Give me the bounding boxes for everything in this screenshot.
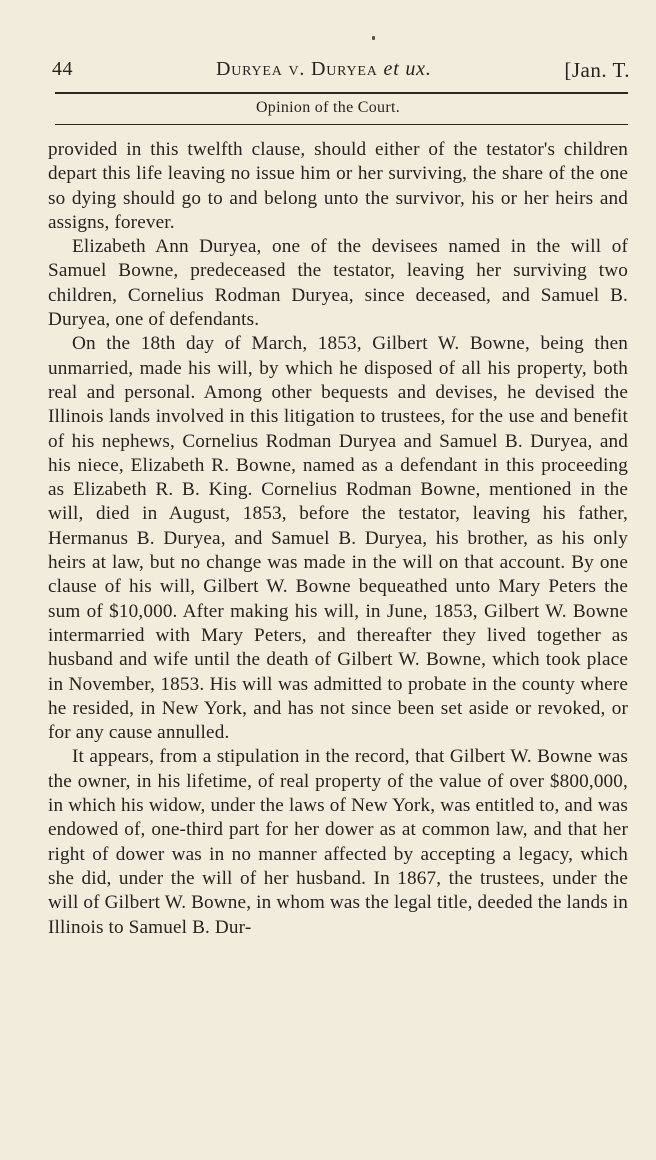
section-heading: Opinion of the Court. bbox=[255, 99, 401, 116]
page-number: 44 bbox=[52, 58, 73, 80]
print-speck bbox=[372, 36, 375, 40]
case-title-parties: Duryea v. Duryea bbox=[216, 58, 378, 80]
header-rule-bottom bbox=[55, 124, 628, 125]
paragraph: Elizabeth Ann Duryea, one of the devisees named in the will of Samuel Bowne, predeceased the testator, leaving her surviving two children, Cornelius Rodman Duryea, since deceased, and Samuel B. Duryea, one of defendants. bbox=[48, 236, 628, 331]
opinion-body bbox=[48, 138, 628, 940]
case-title-suffix: et ux. bbox=[383, 58, 432, 80]
paragraph: It appears, from a stipulation in the record, that Gilbert W. Bowne was the owner, in his lifetime, of real property of the value of over $800,000, in which his widow, under the laws of New York, was entitled to, and was endowed of, one-third part for her dower as at common law, and that her right of dower was in no manner affected by accepting a legacy, which she did, under the will of her husband. In 1867, the trustees, under the will of Gilbert W. Bowne, in whom was the legal title, deeded the lands in Illinois to Samuel B. Dur- bbox=[48, 746, 628, 938]
court-term: [Jan. T. bbox=[564, 58, 630, 82]
case-title bbox=[216, 58, 432, 81]
paragraph-continued: provided in this twelfth clause, should either of the testator's children depart this life leaving no issue him or her surviving, the share of the one so dying should go to and belong unto the survivor, his or her heirs and assigns, forever. bbox=[48, 139, 628, 233]
paragraph: On the 18th day of March, 1853, Gilbert W. Bowne, being then unmarried, made his will, by which he disposed of all his property, both real and personal. Among other bequests and devises, he devised the Illinois lands involved in this litigation to trustees, for the use and benefit of his nephews, Cornelius Rodman Duryea and Samuel B. Duryea, and his niece, Elizabeth R. Bowne, named as a defendant in this proceeding as Elizabeth R. B. King. Cornelius Rodman Bowne, mentioned in the will, died in August, 1853, before the testator, leaving his father, Hermanus B. Duryea, and Samuel B. Duryea, his brother, as his only heirs at law, but no change was made in the will on that account. By one clause of his will, Gilbert W. Bowne bequeathed unto Mary Peters the sum of $10,000. After making his will, in June, 1853, Gilbert W. Bowne intermarried with Mary Peters, and thereafter they lived together as husband and wife until the death of Gilbert W. Bowne, which took place in November, 1853. His will was admitted to probate in the county where he resided, in New York, and has not since been set aside or revoked, or for any cause annulled. bbox=[48, 333, 628, 744]
header-rule-top bbox=[55, 92, 628, 94]
running-head bbox=[52, 58, 630, 86]
